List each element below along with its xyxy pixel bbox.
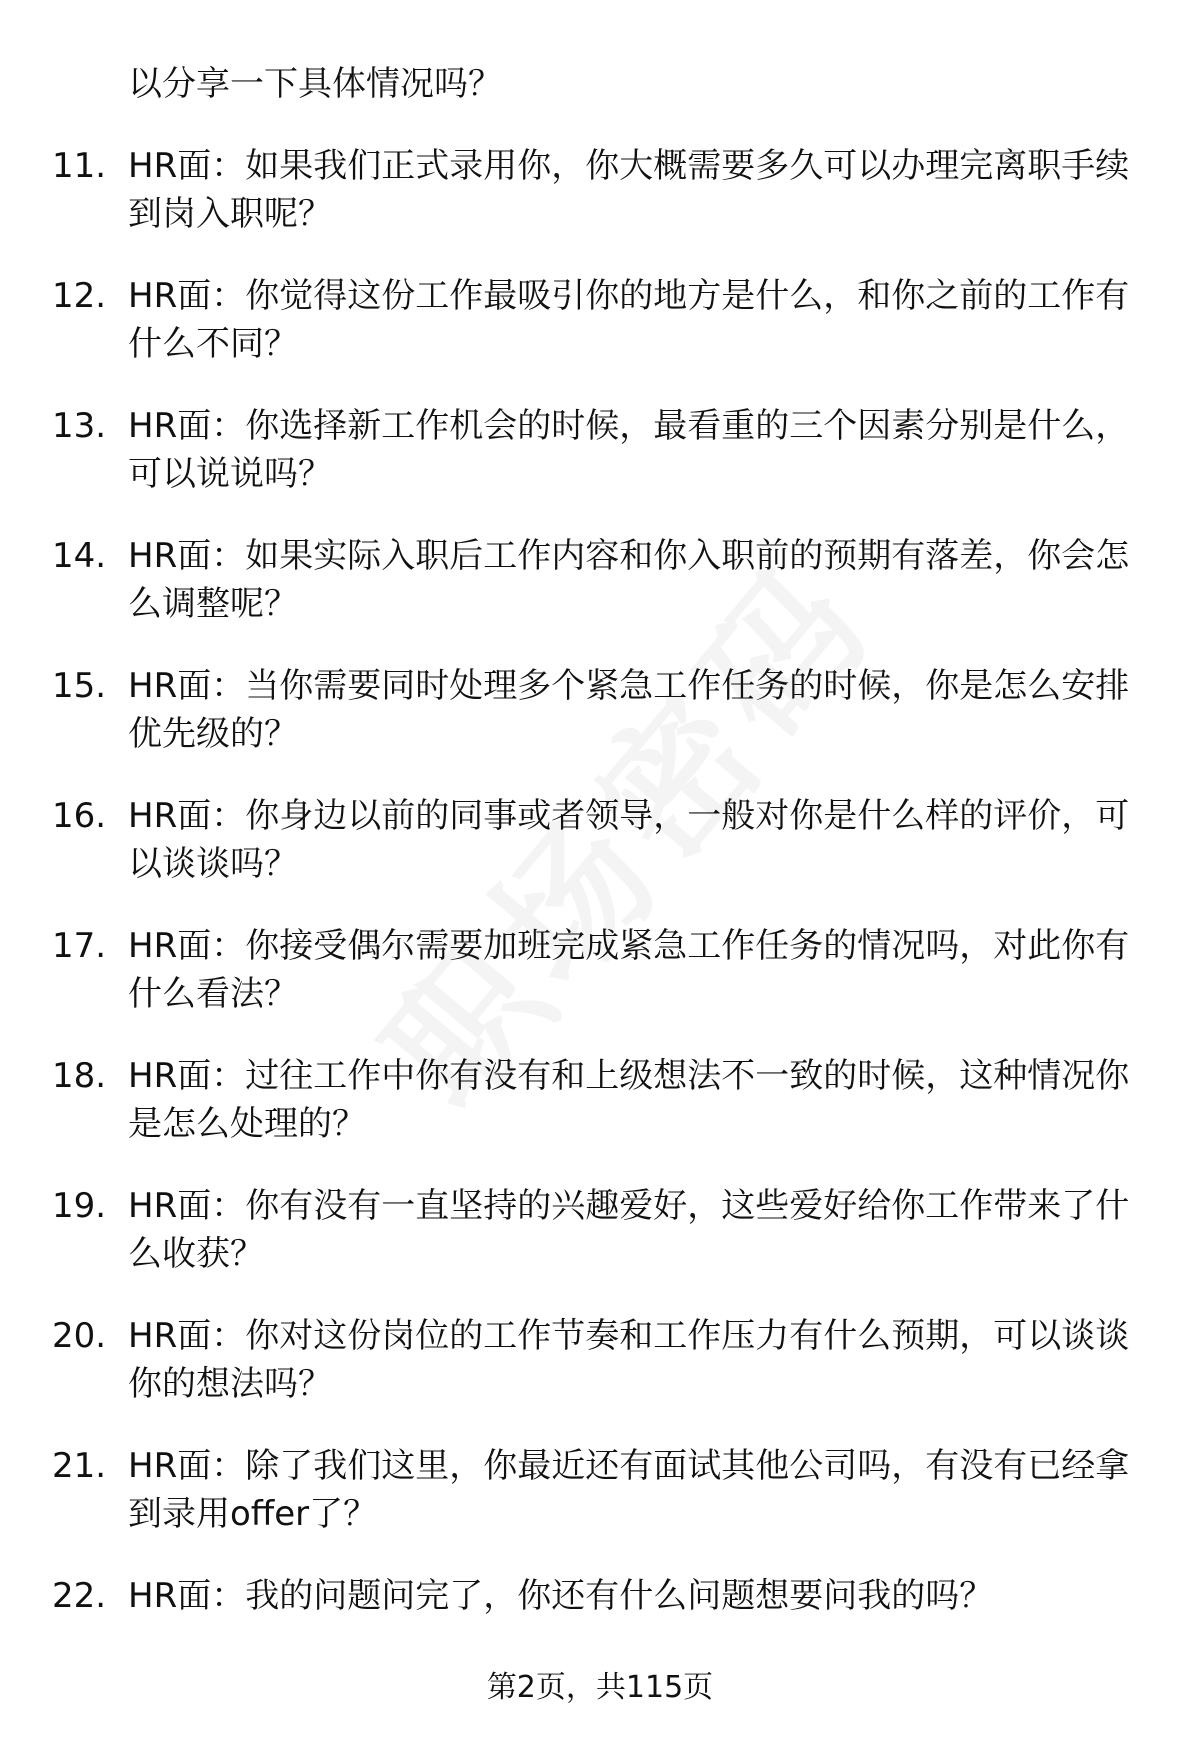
question-number: 11. <box>52 146 107 186</box>
question-item <box>0 792 1200 888</box>
question-number: 13. <box>52 406 107 446</box>
question-text: HR面：除了我们这里，你最近还有面试其他公司吗，有没有已经拿到录用offer了？ <box>128 1446 1130 1534</box>
question-number: 21. <box>52 1446 107 1486</box>
question-number: 17. <box>52 926 107 966</box>
page-content <box>0 60 1200 1654</box>
question-text: HR面：你接受偶尔需要加班完成紧急工作任务的情况吗，对此你有什么看法？ <box>128 926 1130 1014</box>
question-item <box>0 1052 1200 1148</box>
question-number: 18. <box>52 1056 107 1096</box>
question-item <box>0 1572 1200 1620</box>
page-footer: 第2页，共115页 <box>486 1670 714 1705</box>
question-item <box>0 1442 1200 1538</box>
question-item <box>0 662 1200 758</box>
question-item <box>0 142 1200 238</box>
question-item <box>0 1182 1200 1278</box>
question-text: HR面：你身边以前的同事或者领导，一般对你是什么样的评价，可以谈谈吗？ <box>128 796 1130 884</box>
question-number: 14. <box>52 536 107 576</box>
continued-text: 以分享一下具体情况吗？ <box>128 64 502 104</box>
question-number: 19. <box>52 1186 107 1226</box>
question-number: 15. <box>52 666 107 706</box>
question-text: HR面：我的问题问完了，你还有什么问题想要问我的吗？ <box>128 1576 994 1616</box>
question-number: 16. <box>52 796 107 836</box>
question-text: HR面：你有没有一直坚持的兴趣爱好，这些爱好给你工作带来了什么收获？ <box>128 1186 1130 1274</box>
question-item <box>0 272 1200 368</box>
question-item <box>0 402 1200 498</box>
question-text: HR面：过往工作中你有没有和上级想法不一致的时候，这种情况你是怎么处理的？ <box>128 1056 1130 1144</box>
question-number: 12. <box>52 276 107 316</box>
question-text: HR面：当你需要同时处理多个紧急工作任务的时候，你是怎么安排优先级的？ <box>128 666 1130 754</box>
question-number: 20. <box>52 1316 107 1356</box>
question-item <box>0 922 1200 1018</box>
question-text: HR面：你对这份岗位的工作节奏和工作压力有什么预期，可以谈谈你的想法吗？ <box>128 1316 1130 1404</box>
question-number: 22. <box>52 1576 107 1616</box>
question-text: HR面：你选择新工作机会的时候，最看重的三个因素分别是什么，可以说说吗？ <box>128 406 1130 494</box>
question-item <box>0 1312 1200 1408</box>
question-text: HR面：你觉得这份工作最吸引你的地方是什么，和你之前的工作有什么不同？ <box>128 276 1130 364</box>
question-text: HR面：如果我们正式录用你，你大概需要多久可以办理完离职手续到岗入职呢？ <box>128 146 1130 234</box>
question-list <box>0 142 1200 1620</box>
question-text: HR面：如果实际入职后工作内容和你入职前的预期有落差，你会怎么调整呢？ <box>128 536 1130 624</box>
question-item <box>0 532 1200 628</box>
